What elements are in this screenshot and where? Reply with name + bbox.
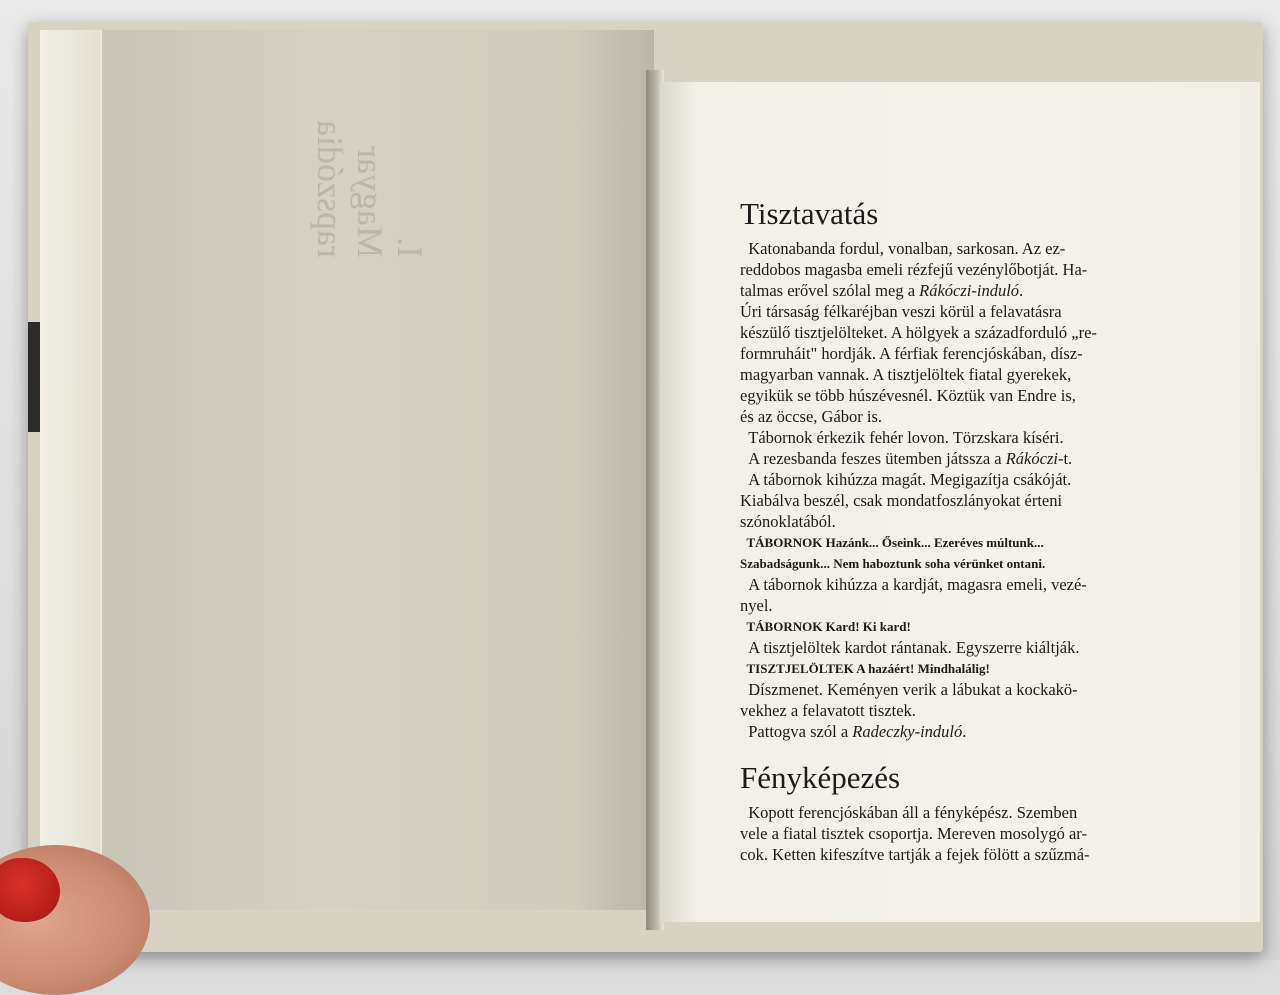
paragraph-line: Pattogva szól a Radeczky-induló. — [748, 722, 967, 741]
paragraph-line: A tábornok kihúzza magát. Megigazítja csákóját. — [748, 470, 1072, 489]
speech-line: TÁBORNOK Kard! Ki kard! — [746, 619, 911, 634]
paragraph-line: reddobos magasba emeli rézfejű vezénylőbotját. Ha- — [740, 260, 1088, 279]
ghost-line: rapszódia — [310, 120, 350, 258]
paragraph-line: és az öccse, Gábor is. — [740, 407, 883, 426]
paragraph-line: szónoklatából. — [740, 512, 836, 531]
paragraph-line: Úri társaság félkaréjban veszi körül a felavatásra — [740, 302, 1062, 321]
paragraph-line: Díszmenet. Keményen verik a lábukat a kockakö- — [748, 680, 1078, 699]
paragraph-line: talmas erővel szólal meg a Rákóczi-induló. — [740, 281, 1024, 300]
right-page-text — [740, 196, 1150, 865]
speech-line: Szabadságunk... Nem haboztunk soha vérünket ontani. — [740, 556, 1046, 571]
paragraph-line: Tábornok érkezik fehér lovon. Törzskara kíséri. — [748, 428, 1064, 447]
left-page-stack — [40, 30, 104, 910]
paragraph-line: cok. Ketten kifeszítve tartják a fejek fölött a szűzmá- — [740, 845, 1090, 864]
paragraph-line: készülő tisztjelölteket. A hölgyek a századforduló „re- — [740, 323, 1097, 342]
section-title-fenykepezes: Fényképezés — [740, 760, 901, 795]
paragraph-line: A rezesbanda feszes ütemben játssza a Rákóczi-t. — [748, 449, 1073, 468]
paragraph-line: Kiabálva beszél, csak mondatfoszlányokat érteni — [740, 491, 1063, 510]
section-title-tisztavatas: Tisztavatás — [740, 196, 879, 231]
ghost-line: I. — [390, 236, 430, 258]
paragraph-line: Katonabanda fordul, vonalban, sarkosan. Az ez- — [748, 239, 1066, 258]
paragraph-line: vekhez a felavatott tisztek. — [740, 701, 916, 720]
paragraph-line: egyikük se több húszévesnél. Köztük van Endre is, — [740, 386, 1076, 405]
ghost-line: Magyar — [350, 145, 390, 258]
paragraph-line: vele a fiatal tisztek csoportja. Mereven mosolygó ar- — [740, 824, 1087, 843]
paragraph-line: nyel. — [740, 596, 773, 615]
paragraph-line: A tisztjelöltek kardot rántanak. Egyszerre kiáltják. — [748, 638, 1080, 657]
section-gap — [740, 742, 1150, 760]
speech-line: TÁBORNOK Hazánk... Őseink... Ezeréves múltunk... — [746, 535, 1044, 550]
paragraph-line: Kopott ferencjóskában áll a fényképész. Szemben — [748, 803, 1078, 822]
paragraph-line: formruháit" hordják. A férfiak ferencjóskában, dísz- — [740, 344, 1083, 363]
paragraph-line: A tábornok kihúzza a kardját, magasra emeli, vezé- — [748, 575, 1087, 594]
left-page-show-through-text — [310, 120, 430, 258]
paragraph-line: magyarban vannak. A tisztjelöltek fiatal gyerekek, — [740, 365, 1072, 384]
speech-line: TISZTJELÖLTEK A hazáért! Mindhalálig! — [746, 661, 990, 676]
